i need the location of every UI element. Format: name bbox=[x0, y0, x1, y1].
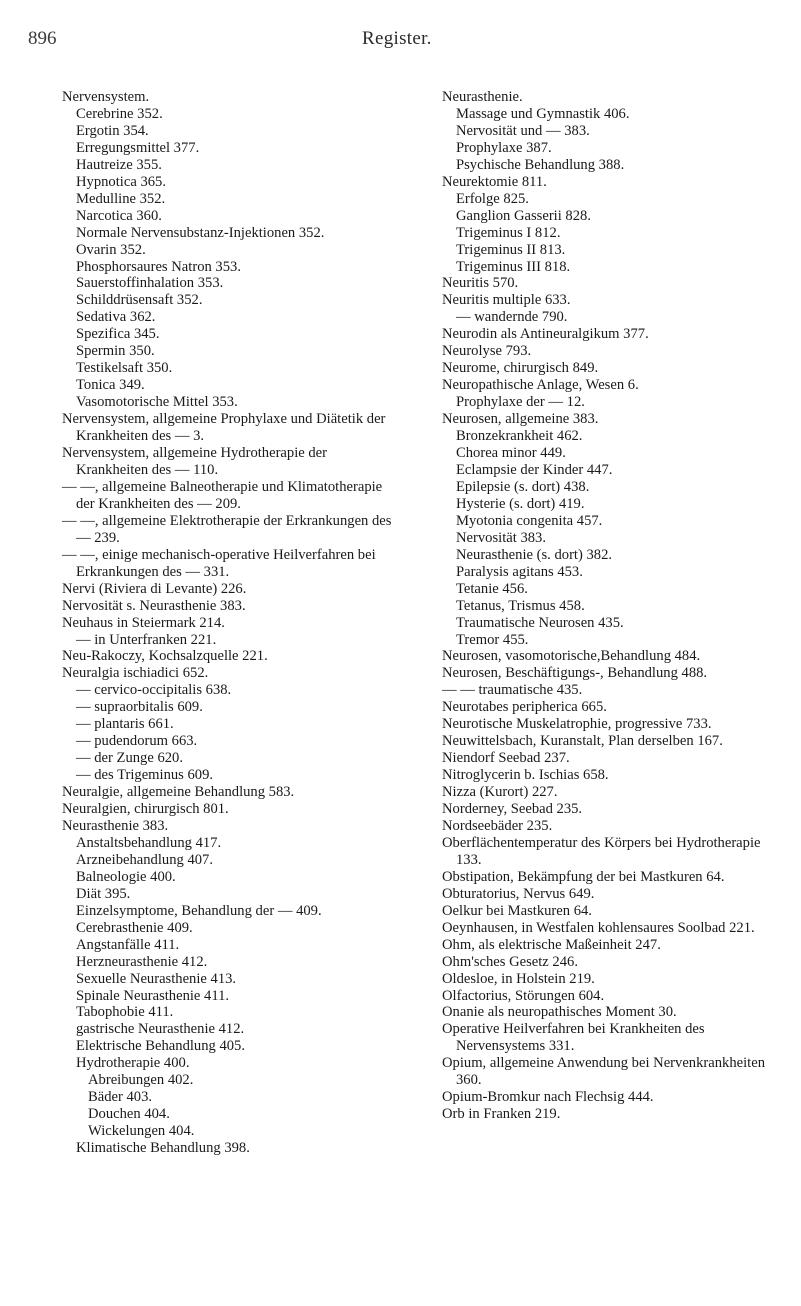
index-entry: Neuralgie, allgemeine Behandlung 583. bbox=[62, 784, 295, 801]
index-entry: Angstanfälle 411. bbox=[76, 936, 180, 953]
index-entry: Trigeminus I 812. bbox=[456, 224, 561, 241]
index-entry: Neurosen, allgemeine 383. bbox=[442, 411, 599, 428]
index-entry: Neuropathische Anlage, Wesen 6. bbox=[442, 377, 639, 394]
index-entry: Hypnotica 365. bbox=[76, 173, 166, 190]
index-entry: Neurotabes peripherica 665. bbox=[442, 699, 607, 716]
index-entry: — —, allgemeine Balneotherapie und Klimatotherapie der Krankheiten des — 209. bbox=[62, 478, 383, 512]
index-entry: — —, allgemeine Elektrotherapie der Erkrankungen des — 239. bbox=[62, 512, 392, 546]
index-entry: Prophylaxe der — 12. bbox=[456, 394, 585, 411]
index-entry: Wickelungen 404. bbox=[88, 1123, 195, 1140]
index-entry: Massage und Gymnastik 406. bbox=[456, 105, 630, 122]
index-entry: Nervosität s. Neurasthenie 383. bbox=[62, 597, 246, 614]
index-entry: Narcotica 360. bbox=[76, 207, 162, 224]
index-entry: Testikelsaft 350. bbox=[76, 360, 173, 377]
index-entry: Spinale Neurasthenie 411. bbox=[76, 987, 230, 1004]
index-entry: — pudendorum 663. bbox=[76, 733, 198, 750]
index-entry: Vasomotorische Mittel 353. bbox=[76, 394, 238, 411]
index-entry: Ohm'sches Gesetz 246. bbox=[442, 953, 578, 970]
index-entry: Neuwittelsbach, Kuranstalt, Plan derselben 167. bbox=[442, 733, 723, 750]
index-entry: Nordseebäder 235. bbox=[442, 817, 553, 834]
index-entry: — in Unterfranken 221. bbox=[76, 631, 217, 648]
index-entry: Bronzekrankheit 462. bbox=[456, 428, 583, 445]
index-entry: Neurosen, Beschäftigungs-, Behandlung 488. bbox=[442, 665, 708, 682]
index-entry: Abreibungen 402. bbox=[88, 1072, 194, 1089]
index-entry: Nitroglycerin b. Ischias 658. bbox=[442, 767, 609, 784]
index-entry: Oberflächentemperatur des Körpers bei Hydrotherapie 133. bbox=[442, 834, 761, 868]
index-entry: Anstaltsbehandlung 417. bbox=[76, 834, 222, 851]
index-entry: Nervosität und — 383. bbox=[456, 122, 590, 139]
index-entry: Myotonia congenita 457. bbox=[456, 512, 603, 529]
index-entry: — — traumatische 435. bbox=[442, 682, 583, 699]
index-entry: Eclampsie der Kinder 447. bbox=[456, 461, 613, 478]
index-entry: Nervi (Riviera di Levante) 226. bbox=[62, 580, 247, 597]
index-entry: Sexuelle Neurasthenie 413. bbox=[76, 970, 237, 987]
index-column-left bbox=[62, 89, 392, 1157]
index-entry: Psychische Behandlung 388. bbox=[456, 156, 625, 173]
index-entry: Oelkur bei Mastkuren 64. bbox=[442, 902, 592, 919]
index-entry: Onanie als neuropathisches Moment 30. bbox=[442, 1004, 677, 1021]
index-entry: Einzelsymptome, Behandlung der — 409. bbox=[76, 902, 322, 919]
index-entry: Spezifica 345. bbox=[76, 326, 160, 343]
index-entry: Trigeminus II 813. bbox=[456, 241, 566, 258]
index-entry: Hydrotherapie 400. bbox=[76, 1055, 190, 1072]
index-entry: Ovarin 352. bbox=[76, 241, 146, 258]
index-entry: Bäder 403. bbox=[88, 1089, 153, 1106]
index-entry: Spermin 350. bbox=[76, 343, 155, 360]
index-entry: Ergotin 354. bbox=[76, 122, 149, 139]
index-entry: Neurodin als Antineuralgikum 377. bbox=[442, 326, 649, 343]
index-entry: Diät 395. bbox=[76, 885, 131, 902]
index-entry: Neu-Rakoczy, Kochsalzquelle 221. bbox=[62, 648, 268, 665]
index-entry: Niendorf Seebad 237. bbox=[442, 750, 570, 767]
index-entry: Operative Heilverfahren bei Krankheiten des Nervensystems 331. bbox=[442, 1021, 705, 1055]
index-entry: Neurome, chirurgisch 849. bbox=[442, 360, 599, 377]
index-entry: — —, einige mechanisch-operative Heilverfahren bei Erkrankungen des — 331. bbox=[62, 546, 376, 580]
index-entry: Herzneurasthenie 412. bbox=[76, 953, 208, 970]
index-entry: Olfactorius, Störungen 604. bbox=[442, 987, 605, 1004]
index-entry: Orb in Franken 219. bbox=[442, 1106, 561, 1123]
index-entry: Normale Nervensubstanz-Injektionen 352. bbox=[76, 224, 325, 241]
index-entry: Obstipation, Bekämpfung der bei Mastkuren 64. bbox=[442, 868, 725, 885]
index-entry: Tetanie 456. bbox=[456, 580, 528, 597]
index-entry: gastrische Neurasthenie 412. bbox=[76, 1021, 245, 1038]
index-entry: Neurasthenie (s. dort) 382. bbox=[456, 546, 613, 563]
index-entry: Neuralgia ischiadici 652. bbox=[62, 665, 209, 682]
index-entry: — wandernde 790. bbox=[456, 309, 568, 326]
index-entry: Paralysis agitans 453. bbox=[456, 563, 583, 580]
index-entry: Neurosen, vasomotorische,Behandlung 484. bbox=[442, 648, 701, 665]
index-entry: Neurolyse 793. bbox=[442, 343, 532, 360]
index-entry: Neurotische Muskelatrophie, progressive 733. bbox=[442, 716, 712, 733]
index-entry: Erfolge 825. bbox=[456, 190, 529, 207]
index-entry: Oldesloe, in Holstein 219. bbox=[442, 970, 595, 987]
index-entry: Douchen 404. bbox=[88, 1106, 170, 1123]
index-entry: Nervensystem, allgemeine Hydrotherapie der Krankheiten des — 110. bbox=[62, 445, 328, 478]
index-entry: Neuralgien, chirurgisch 801. bbox=[62, 801, 229, 818]
index-entry: — cervico-occipitalis 638. bbox=[76, 682, 232, 699]
page-number: 896 bbox=[28, 28, 57, 49]
index-entry: — supraorbitalis 609. bbox=[76, 699, 203, 716]
index-entry: Cerebrasthenie 409. bbox=[76, 919, 193, 936]
index-entry: Neuritis multiple 633. bbox=[442, 292, 571, 309]
index-entry: Neurasthenie 383. bbox=[62, 817, 169, 834]
index-entry: Opium-Bromkur nach Flechsig 444. bbox=[442, 1089, 654, 1106]
index-entry: Prophylaxe 387. bbox=[456, 139, 552, 156]
index-entry: Trigeminus III 818. bbox=[456, 258, 571, 275]
index-entry: Nervensystem, allgemeine Prophylaxe und Diätetik der Krankheiten des — 3. bbox=[62, 411, 386, 445]
index-entry: Ohm, als elektrische Maßeinheit 247. bbox=[442, 936, 661, 953]
index-entry: Medulline 352. bbox=[76, 190, 166, 207]
index-entry: Norderney, Seebad 235. bbox=[442, 801, 583, 818]
index-entry: Schilddrüsensaft 352. bbox=[76, 292, 203, 309]
index-entry: Balneologie 400. bbox=[76, 868, 176, 885]
index-entry: Chorea minor 449. bbox=[456, 445, 566, 462]
index-entry: — des Trigeminus 609. bbox=[76, 767, 214, 784]
index-entry: Hautreize 355. bbox=[76, 156, 162, 173]
index-entry: Oeynhausen, in Westfalen kohlensaures Soolbad 221. bbox=[442, 919, 755, 936]
index-entry: Neurasthenie. bbox=[442, 89, 523, 105]
index-entry: Nervosität 383. bbox=[456, 529, 546, 546]
index-entry: Sedativa 362. bbox=[76, 309, 156, 326]
index-entry: Hysterie (s. dort) 419. bbox=[456, 495, 585, 512]
index-entry: Obturatorius, Nervus 649. bbox=[442, 885, 595, 902]
index-entry: Opium, allgemeine Anwendung bei Nervenkrankheiten 360. bbox=[442, 1055, 765, 1089]
index-entry: Nervensystem. bbox=[62, 89, 150, 105]
index-entry: Tremor 455. bbox=[456, 631, 529, 648]
index-entry: Cerebrine 352. bbox=[76, 105, 163, 122]
index-entry: Tabophobie 411. bbox=[76, 1004, 174, 1021]
index-entry: Traumatische Neurosen 435. bbox=[456, 614, 624, 631]
index-entry: Erregungsmittel 377. bbox=[76, 139, 200, 156]
index-entry: Arzneibehandlung 407. bbox=[76, 851, 213, 868]
index-entry: Elektrische Behandlung 405. bbox=[76, 1038, 246, 1055]
index-entry: — plantaris 661. bbox=[76, 716, 174, 733]
index-entry: Tonica 349. bbox=[76, 377, 145, 394]
index-entry: Neuritis 570. bbox=[442, 275, 519, 292]
index-entry: Ganglion Gasserii 828. bbox=[456, 207, 591, 224]
index-entry: Phosphorsaures Natron 353. bbox=[76, 258, 241, 275]
index-entry: — der Zunge 620. bbox=[76, 750, 183, 767]
index-entry: Tetanus, Trismus 458. bbox=[456, 597, 585, 614]
index-entry: Nizza (Kurort) 227. bbox=[442, 784, 558, 801]
index-entry: Epilepsie (s. dort) 438. bbox=[456, 478, 590, 495]
index-entry: Sauerstoffinhalation 353. bbox=[76, 275, 224, 292]
running-head: Register. bbox=[362, 28, 432, 49]
index-entry: Neurektomie 811. bbox=[442, 173, 547, 190]
index-column-right bbox=[442, 89, 780, 1123]
index-entry: Klimatische Behandlung 398. bbox=[76, 1140, 250, 1157]
index-entry: Neuhaus in Steiermark 214. bbox=[62, 614, 225, 631]
